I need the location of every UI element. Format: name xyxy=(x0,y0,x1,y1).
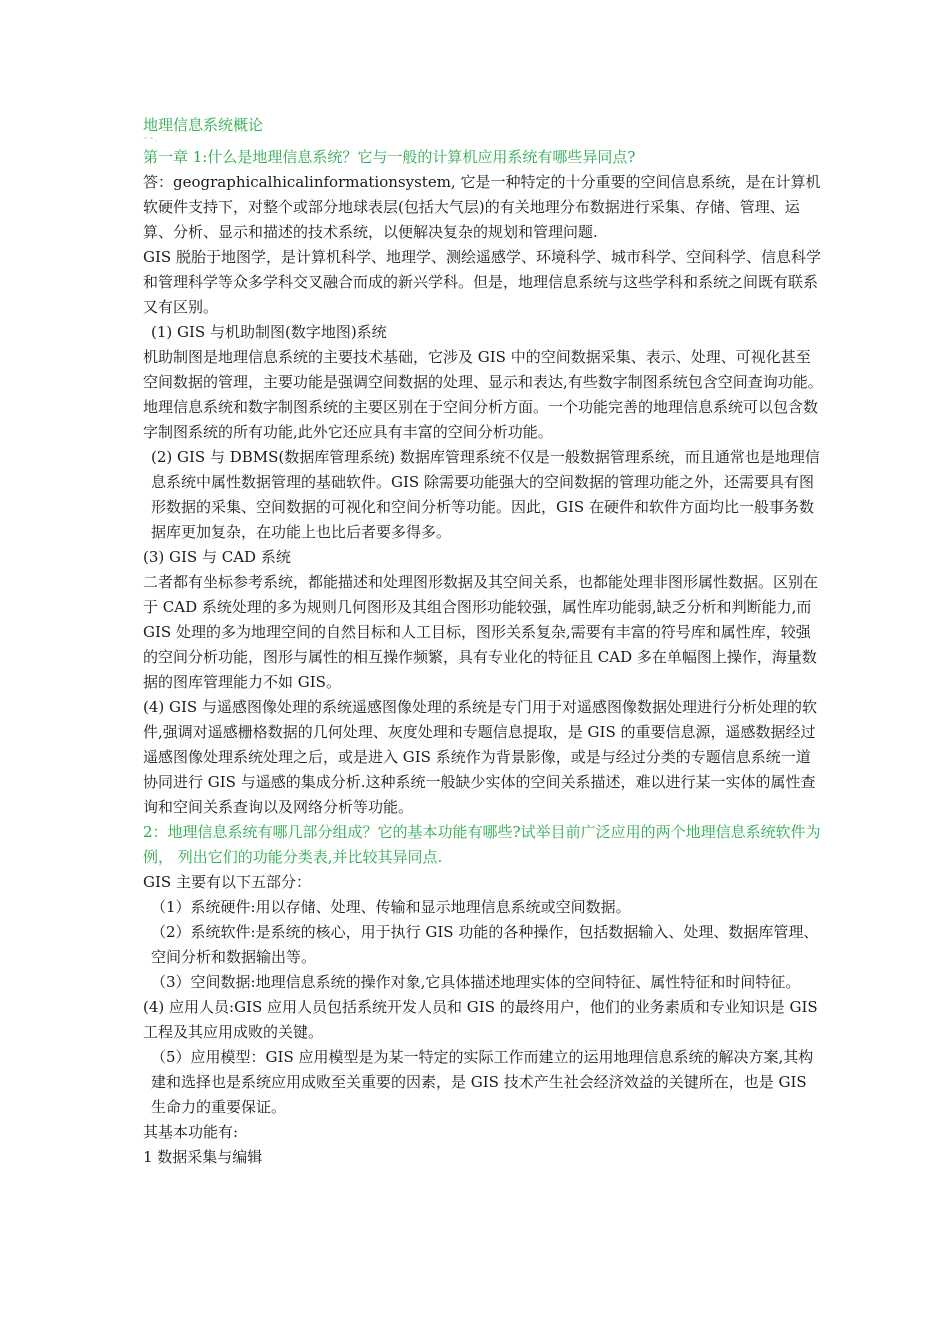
item-1-paragraph: 机助制图是地理信息系统的主要技术基础，它涉及 GIS 中的空间数据采集、表示、处理、可视化甚至空间数据的管理，主要功能是强调空间数据的处理、显示和表达,有些数字制图系统包含空间查询功能。地理信息系统和数字制图系统的主要区别在于空间分析方面。一个功能完善的地理信息系统可以包含数字制图系统的所有功能,此外它还应具有丰富的空间分析功能。 xyxy=(143,348,823,441)
components-intro: GIS 主要有以下五部分： xyxy=(143,873,311,891)
header-mark: ^^- xyxy=(143,137,159,144)
function-1-heading: 1 数据采集与编辑 xyxy=(143,1148,263,1166)
question-1-heading: 第一章 1:什么是地理信息系统？它与一般的计算机应用系统有哪些异同点? xyxy=(143,148,636,166)
document-title: 地理信息系统概论 xyxy=(143,116,264,134)
component-spatial-data: （3）空间数据:地理信息系统的操作对象,它具体描述地理实体的空间特征、属性特征和时间特征。 xyxy=(151,973,801,991)
question-2-heading: 2：地理信息系统有哪几部分组成？它的基本功能有哪些?试举目前广泛应用的两个地理信息系统软件为例， 列出它们的功能分类表,并比较其异同点. xyxy=(143,823,821,866)
item-3-paragraph: 二者都有坐标参考系统，都能描述和处理图形数据及其空间关系，也都能处理非图形属性数据。区别在于 CAD 系统处理的多为规则几何图形及其组合图形功能较强，属性库功能弱,缺乏分析和判断能力,而 GIS 处理的多为地理空间的自然目标和人工目标，图形关系复杂,需要有丰富的符号库和属性库，较强的空间分析功能，图形与属性的相互操作频繁，具有专业化的特征且 CAD 多在单幅图上操作，海量数据的图库管理能力不如 GIS。 xyxy=(143,573,819,691)
basic-functions-intro: 其基本功能有: xyxy=(143,1123,239,1141)
component-personnel: (4) 应用人员:GIS 应用人员包括系统开发人员和 GIS 的最终用户，他们的业务素质和专业知识是 GIS 工程及其应用成败的关键。 xyxy=(143,998,818,1041)
component-application-model: （5）应用模型：GIS 应用模型是为某一特定的实际工作而建立的运用地理信息系统的解决方案,其构建和选择也是系统应用成败至关重要的因素，是 GIS 技术产生社会经济效益的关键所在，也是 GIS 生命力的重要保证。 xyxy=(151,1048,814,1116)
item-3-heading: (3) GIS 与 CAD 系统 xyxy=(143,548,291,566)
component-software: （2）系统软件:是系统的核心，用于执行 GIS 功能的各种操作，包括数据输入、处理、数据库管理、空间分析和数据输出等。 xyxy=(151,923,819,966)
item-2-paragraph: (2) GIS 与 DBMS(数据库管理系统) 数据库管理系统不仅是一般数据管理系统，而且通常也是地理信息系统中属性数据管理的基础软件。GIS 除需要功能强大的空间数据的管理功能之外，还需要具有图形数据的采集、空间数据的可视化和空间分析等功能。因此，GIS 在硬件和软件方面均比一般事务数据库更加复杂，在功能上也比后者要多得多。 xyxy=(151,448,820,541)
item-1-heading: (1) GIS 与机助制图(数字地图)系统 xyxy=(151,323,387,341)
component-hardware: （1）系统硬件:用以存储、处理、传输和显示地理信息系统或空间数据。 xyxy=(151,898,631,916)
item-4-paragraph: (4) GIS 与遥感图像处理的系统遥感图像处理的系统是专门用于对遥感图像数据处理进行分析处理的软件,强调对遥感栅格数据的几何处理、灰度处理和专题信息提取，是 GIS 的重要信息源，遥感数据经过遥感图像处理系统处理之后，或是进入 GIS 系统作为背景影像，或是与经过分类的专题信息系统一道协同进行 GIS 与遥感的集成分析.这种系统一般缺少实体的空间关系描述，难以进行某一实体的属性查询和空间关系查询以及网络分析等功能。 xyxy=(143,698,817,816)
gis-origin-paragraph: GIS 脱胎于地图学，是计算机科学、地理学、测绘遥感学、环境科学、城市科学、空间科学、信息科学和管理科学等众多学科交叉融合而成的新兴学科。但是，地理信息系统与这些学科和系统之间既有联系又有区别。 xyxy=(143,248,821,316)
document-body xyxy=(143,113,823,1170)
answer-definition-paragraph: 答：geographicalhicalinformationsystem, 它是一种特定的十分重要的空间信息系统，是在计算机软硬件支持下，对整个或部分地球表层(包括大气层)的有关地理分布数据进行采集、存储、管理、运算、分析、显示和描述的技术系统，以便解决复杂的规划和管理问题. xyxy=(143,173,821,241)
